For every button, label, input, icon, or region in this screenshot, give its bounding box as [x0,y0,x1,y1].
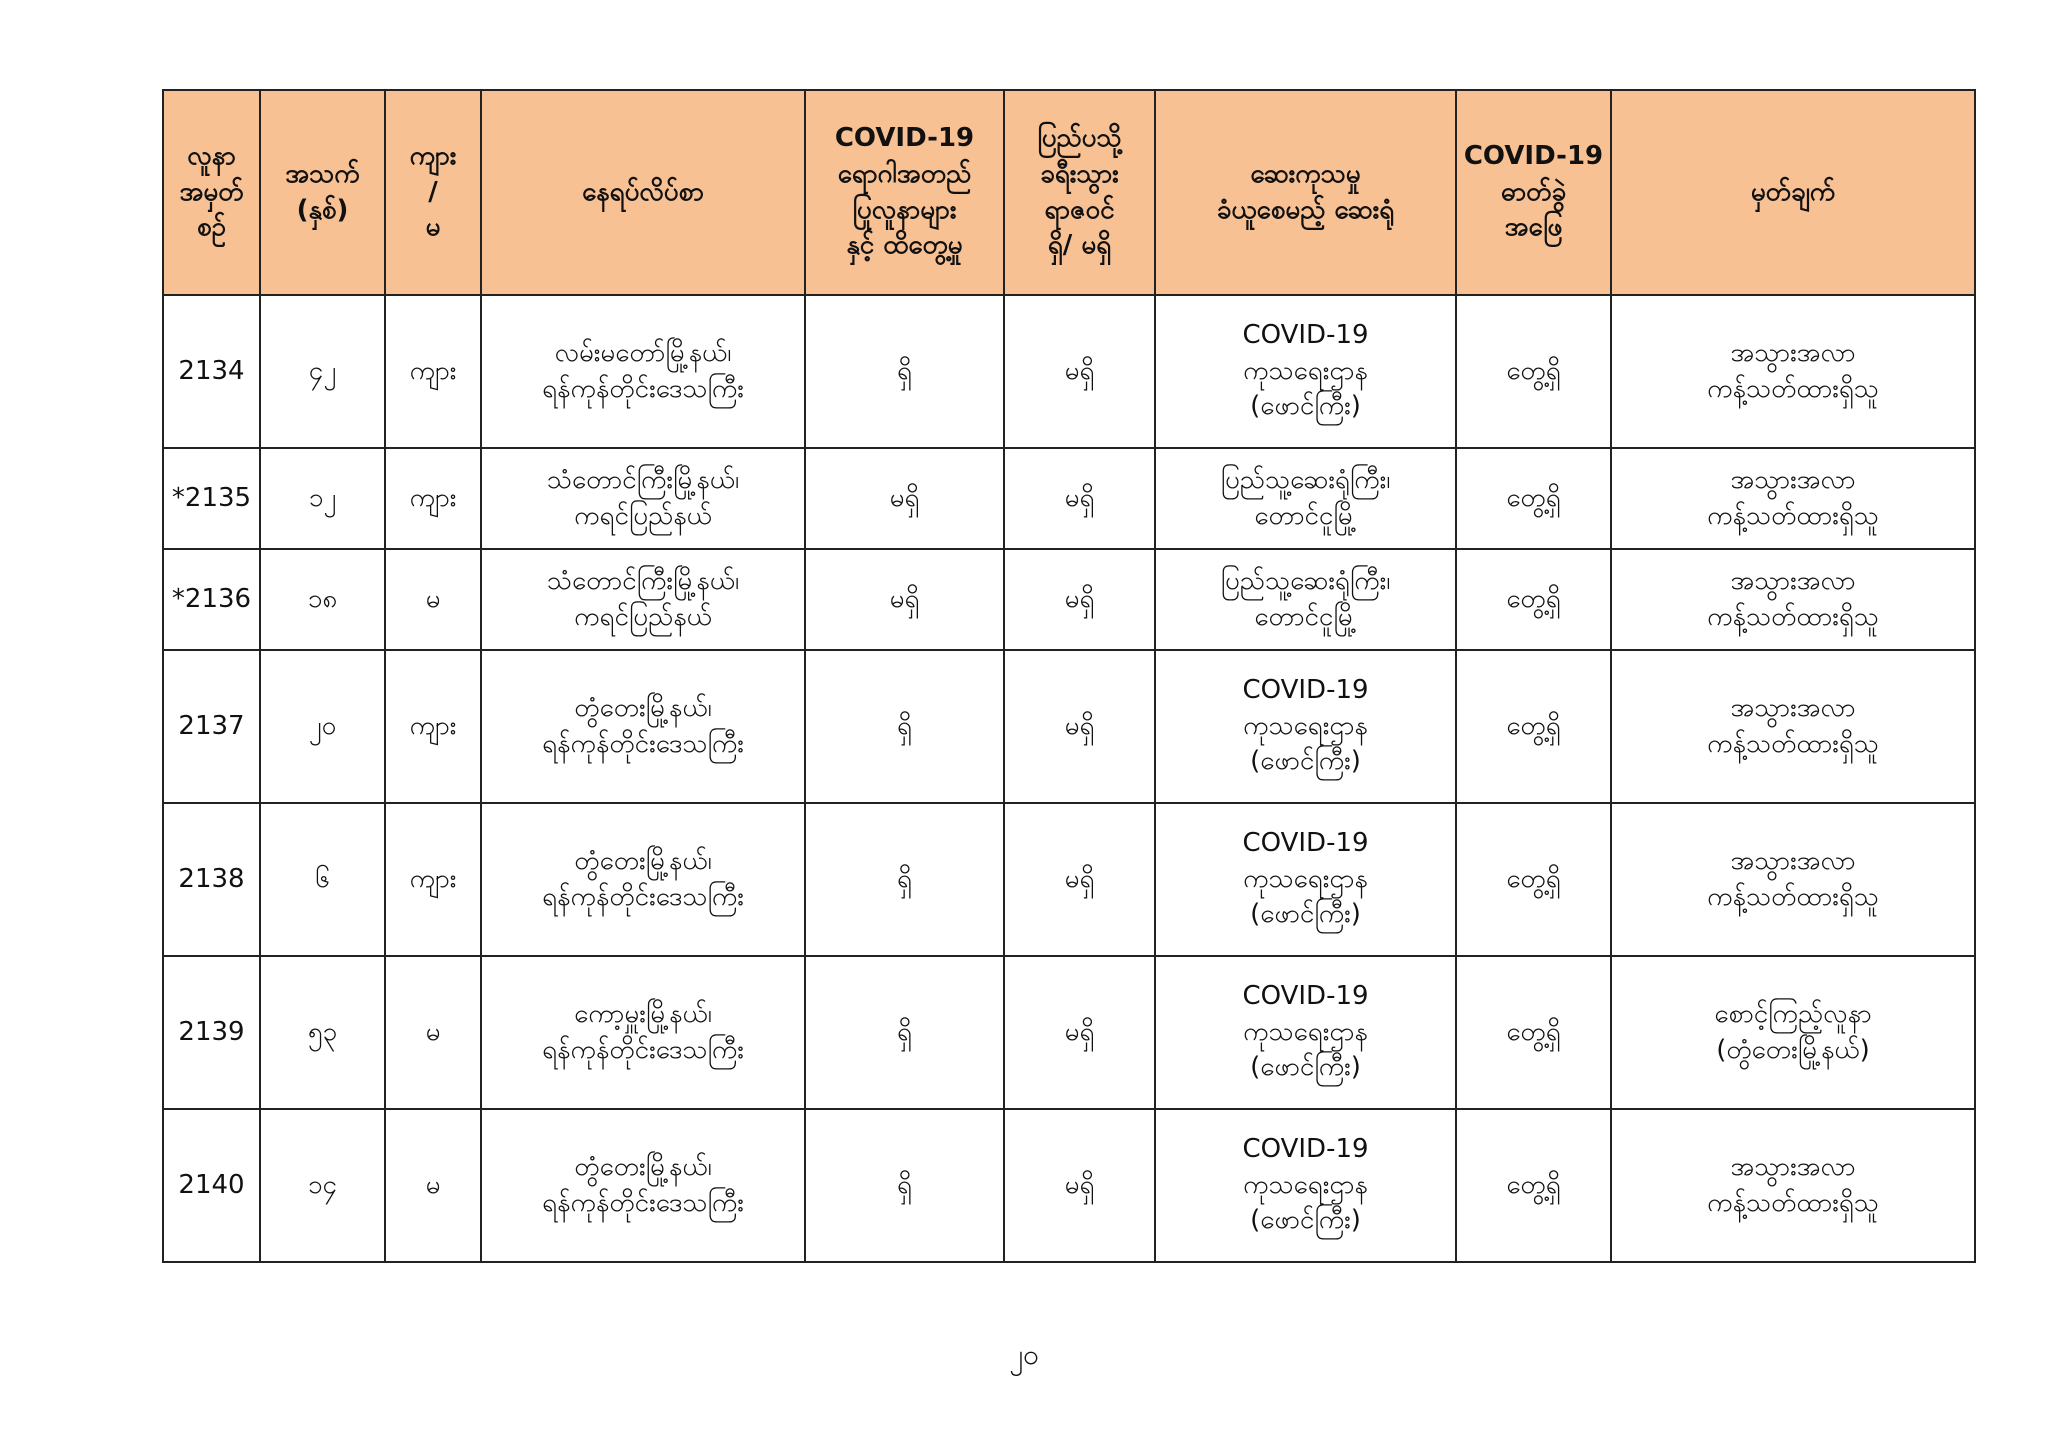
age: ၁၈ [260,549,385,650]
age: ၂၀ [260,650,385,803]
travel-history: မရှိ [1004,1109,1155,1262]
case-number: 2137 [163,650,260,803]
sex: ကျား [385,295,481,448]
header-sex: ကျား / မ [385,90,481,295]
travel-history: မရှိ [1004,448,1155,549]
header-remark: မှတ်ချက် [1611,90,1975,295]
address: လမ်းမတော်မြို့နယ်၊ ရန်ကုန်တိုင်းဒေသကြီး [481,295,805,448]
case-number: *2135 [163,448,260,549]
header-case-number: လူနာ အမှတ် စဉ် [163,90,260,295]
contact: မရှိ [805,549,1004,650]
header-travel-history: ပြည်ပသို့ ခရီးသွား ရာဇဝင် ရှိ/ မရှိ [1004,90,1155,295]
lab-result: တွေ့ရှိ [1456,448,1611,549]
hospital: ပြည်သူ့ဆေးရုံကြီး၊ တောင်ငူမြို့ [1155,448,1456,549]
address: ကော့မှူးမြို့နယ်၊ ရန်ကုန်တိုင်းဒေသကြီး [481,956,805,1109]
header-hospital: ဆေးကုသမှု ခံယူစေမည့် ဆေးရုံ [1155,90,1456,295]
remark: စောင့်ကြည့်လူနာ (တွံတေးမြို့နယ်) [1611,956,1975,1109]
address: သံတောင်ကြီးမြို့နယ်၊ ကရင်ပြည်နယ် [481,549,805,650]
table-row [163,1109,1975,1262]
address: သံတောင်ကြီးမြို့နယ်၊ ကရင်ပြည်နယ် [481,448,805,549]
contact: ရှိ [805,956,1004,1109]
lab-result: တွေ့ရှိ [1456,650,1611,803]
contact: မရှိ [805,448,1004,549]
table-row [163,448,1975,549]
case-number: 2140 [163,1109,260,1262]
lab-result: တွေ့ရှိ [1456,295,1611,448]
travel-history: မရှိ [1004,956,1155,1109]
age: ၁၂ [260,448,385,549]
sex: မ [385,549,481,650]
hospital: COVID-19 ကုသရေးဌာန (ဖောင်ကြီး) [1155,295,1456,448]
lab-result: တွေ့ရှိ [1456,803,1611,956]
header-age: အသက် (နှစ်) [260,90,385,295]
hospital: COVID-19 ကုသရေးဌာန (ဖောင်ကြီး) [1155,650,1456,803]
lab-result: တွေ့ရှိ [1456,1109,1611,1262]
contact: ရှိ [805,803,1004,956]
age: ၆ [260,803,385,956]
header-address: နေရပ်လိပ်စာ [481,90,805,295]
age: ၄၂ [260,295,385,448]
remark: အသွားအလာ ကန့်သတ်ထားရှိသူ [1611,803,1975,956]
sex: ကျား [385,650,481,803]
header-lab-result: COVID-19 ဓာတ်ခွဲ အဖြေ [1456,90,1611,295]
covid-case-table [162,89,1976,1263]
address: တွံတေးမြို့နယ်၊ ရန်ကုန်တိုင်းဒေသကြီး [481,650,805,803]
case-number: 2134 [163,295,260,448]
table-row [163,295,1975,448]
case-number: 2138 [163,803,260,956]
sex: ကျား [385,448,481,549]
remark: အသွားအလာ ကန့်သတ်ထားရှိသူ [1611,448,1975,549]
table-header-row [163,90,1975,295]
sex: မ [385,956,481,1109]
hospital: ပြည်သူ့ဆေးရုံကြီး၊ တောင်ငူမြို့ [1155,549,1456,650]
header-contact: COVID-19 ရောဂါအတည် ပြုလူနာများ နှင့် ထိတွေ့မှု [805,90,1004,295]
table-row [163,956,1975,1109]
page-number: ၂၀ [1009,1338,1039,1371]
case-number: 2139 [163,956,260,1109]
age: ၅၃ [260,956,385,1109]
address: တွံတေးမြို့နယ်၊ ရန်ကုန်တိုင်းဒေသကြီး [481,1109,805,1262]
lab-result: တွေ့ရှိ [1456,549,1611,650]
hospital: COVID-19 ကုသရေးဌာန (ဖောင်ကြီး) [1155,956,1456,1109]
remark: အသွားအလာ ကန့်သတ်ထားရှိသူ [1611,549,1975,650]
travel-history: မရှိ [1004,803,1155,956]
table-row [163,549,1975,650]
remark: အသွားအလာ ကန့်သတ်ထားရှိသူ [1611,650,1975,803]
hospital: COVID-19 ကုသရေးဌာန (ဖောင်ကြီး) [1155,1109,1456,1262]
lab-result: တွေ့ရှိ [1456,956,1611,1109]
travel-history: မရှိ [1004,549,1155,650]
travel-history: မရှိ [1004,650,1155,803]
age: ၁၄ [260,1109,385,1262]
contact: ရှိ [805,295,1004,448]
remark: အသွားအလာ ကန့်သတ်ထားရှိသူ [1611,295,1975,448]
table-row [163,650,1975,803]
sex: ကျား [385,803,481,956]
address: တွံတေးမြို့နယ်၊ ရန်ကုန်တိုင်းဒေသကြီး [481,803,805,956]
sex: မ [385,1109,481,1262]
hospital: COVID-19 ကုသရေးဌာန (ဖောင်ကြီး) [1155,803,1456,956]
remark: အသွားအလာ ကန့်သတ်ထားရှိသူ [1611,1109,1975,1262]
table-row [163,803,1975,956]
travel-history: မရှိ [1004,295,1155,448]
case-number: *2136 [163,549,260,650]
contact: ရှိ [805,1109,1004,1262]
contact: ရှိ [805,650,1004,803]
